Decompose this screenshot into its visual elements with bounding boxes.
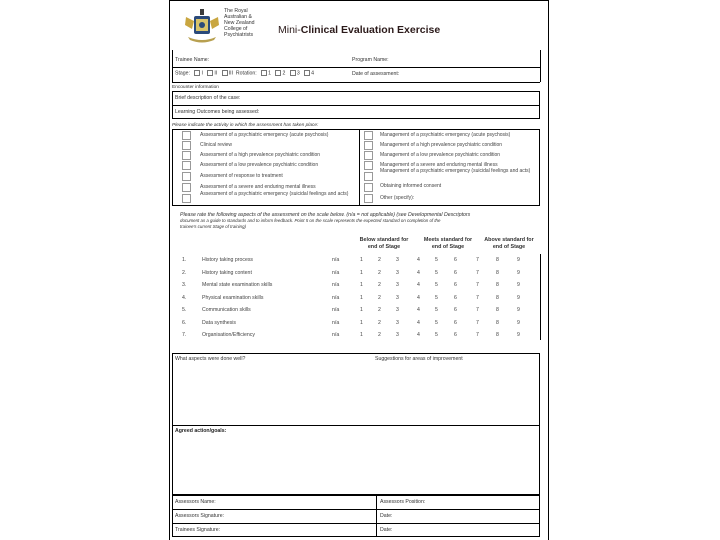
rating-instructions [180, 212, 545, 230]
rating-option[interactable]: 1 [360, 269, 363, 276]
band-header-line: Meets standard for [423, 237, 473, 243]
activity-checkbox[interactable] [364, 151, 373, 160]
rating-option[interactable]: 7 [476, 307, 479, 313]
item-label: Data synthesis [202, 319, 237, 326]
rating-option[interactable]: 3 [396, 257, 399, 263]
rotation-checkbox[interactable] [275, 70, 281, 76]
rating-option[interactable]: 2 [378, 319, 381, 326]
rating-option[interactable]: 4 [417, 282, 420, 288]
item-number: 2. [182, 269, 187, 276]
divider [172, 509, 540, 510]
rotation-checkbox[interactable] [261, 70, 267, 76]
rating-option[interactable]: 5 [435, 332, 438, 338]
program-name-field[interactable]: Program Name: [352, 57, 389, 63]
activity-label: Assessment of a low prevalence psychiatric condition [200, 162, 319, 168]
rating-option[interactable]: 8 [496, 307, 499, 313]
rotation-option: 4 [311, 70, 315, 77]
band-header-line: end of Stage [431, 243, 465, 250]
activity-checkbox[interactable] [182, 131, 191, 140]
rating-option[interactable]: 6 [454, 269, 457, 276]
divider [172, 105, 540, 106]
activity-label: Assessment of response to treatment [200, 173, 283, 179]
activity-label: Management of a low prevalence psychiatric condition [380, 152, 501, 158]
item-label: Communication skills [202, 307, 251, 313]
rating-option-na[interactable]: n/a [332, 319, 340, 326]
activity-checkbox[interactable] [182, 183, 191, 192]
activity-label: Management of a psychiatric emergency (suicidal feelings and acts) [380, 168, 531, 174]
rating-row [180, 282, 535, 292]
college-line: Australian & [224, 14, 252, 20]
activity-label: Management of a high prevalence psychiatric condition [380, 142, 503, 148]
signoff-box [172, 495, 540, 537]
rating-option[interactable]: 8 [496, 257, 499, 263]
rotation-checkbox[interactable] [304, 70, 310, 76]
encounter-heading: Encounter information [172, 85, 219, 90]
rating-option[interactable]: 9 [517, 294, 520, 301]
rotation-label: Rotation: [235, 70, 257, 77]
rating-row [180, 257, 535, 267]
rating-option[interactable]: 4 [417, 294, 420, 301]
activity-checkbox[interactable] [182, 151, 191, 160]
rating-option[interactable]: 8 [496, 294, 499, 301]
activity-label: Obtaining informed consent [380, 183, 442, 189]
rating-option[interactable]: 2 [378, 269, 381, 276]
rating-option[interactable]: 2 [378, 282, 381, 288]
activity-checkbox[interactable] [182, 172, 191, 181]
rating-option[interactable]: 9 [517, 282, 520, 288]
rating-row [180, 320, 535, 330]
rating-option-na[interactable]: n/a [332, 307, 340, 313]
band-header-line: Above standard for [484, 237, 534, 243]
stage-checkbox[interactable] [194, 70, 203, 77]
item-number: 1. [182, 257, 187, 263]
divider [376, 495, 377, 537]
rating-option[interactable]: 5 [435, 269, 438, 276]
college-crest-logo [182, 7, 222, 45]
college-line: College of [224, 26, 248, 32]
rating-option[interactable]: 1 [360, 294, 363, 301]
activity-label: Assessment of a severe and enduring mental illness [200, 184, 316, 190]
rotation-option: 3 [296, 70, 300, 77]
rating-option[interactable]: 8 [496, 319, 499, 326]
rating-option[interactable]: 6 [454, 282, 457, 288]
rating-option[interactable]: 5 [435, 282, 438, 288]
rating-option-na[interactable]: n/a [332, 282, 340, 288]
rating-option[interactable]: 6 [454, 319, 457, 326]
rating-option[interactable]: 7 [476, 269, 479, 276]
rating-option[interactable]: 8 [496, 269, 499, 276]
band-header-line: Below standard for [359, 237, 409, 243]
activity-label: Management of a severe and enduring mental illness [380, 162, 498, 168]
band-above-standard [476, 237, 542, 250]
activity-label: Management of a psychiatric emergency (acute psychosis) [380, 132, 511, 138]
assessor-date-field[interactable]: Date: [380, 513, 393, 519]
rating-option[interactable]: 9 [517, 319, 520, 326]
rating-option[interactable]: 5 [435, 257, 438, 263]
done-well-field[interactable]: What aspects were done well? [175, 356, 246, 362]
rotation-option: 2 [282, 70, 286, 77]
rating-option[interactable]: 6 [454, 294, 457, 301]
rating-option[interactable]: 6 [454, 307, 457, 313]
band-header-line: end of Stage [492, 243, 526, 250]
rating-option[interactable]: 9 [517, 307, 520, 313]
divider [359, 129, 360, 206]
title-prefix: Mini- [278, 24, 301, 36]
item-number: 4. [182, 294, 187, 301]
divider [172, 67, 540, 68]
rating-option[interactable]: 5 [435, 307, 438, 313]
divider [540, 50, 541, 82]
activity-label: Assessment of a psychiatric emergency (acute psychosis) [200, 132, 329, 138]
activity-checkbox[interactable] [182, 194, 191, 203]
rotation-checkbox[interactable] [290, 70, 296, 76]
rating-option[interactable]: 2 [378, 307, 381, 313]
rating-option[interactable]: 3 [396, 282, 399, 288]
rating-option[interactable]: 5 [435, 319, 438, 326]
rating-row [180, 332, 535, 342]
assessor-position-field[interactable]: Assessors Position: [380, 499, 426, 505]
activity-label: Assessment of a psychiatric emergency (suicidal feelings and acts) [200, 191, 349, 197]
activity-checkbox[interactable] [364, 172, 373, 181]
band-header-line: end of Stage [367, 243, 401, 250]
instructions-line: trainee's current Stage of training) [180, 224, 247, 229]
rating-row [180, 270, 535, 280]
item-label: Organisation/Efficiency [202, 332, 255, 338]
rating-option[interactable]: 7 [476, 282, 479, 288]
stage-label: Stage: [175, 70, 190, 77]
divider [540, 254, 541, 340]
rating-option[interactable]: 2 [378, 332, 381, 338]
rating-option[interactable]: 1 [360, 282, 363, 288]
rating-option-na[interactable]: n/a [332, 294, 340, 301]
rating-row [180, 307, 535, 317]
learning-outcomes-field[interactable]: Learning Outcomes being assessed: [175, 109, 260, 115]
rating-option[interactable]: 9 [517, 257, 520, 263]
brief-description-field[interactable]: Brief description of the case: [175, 95, 241, 101]
evaluation-form-page [169, 0, 549, 540]
rating-option[interactable]: 5 [435, 294, 438, 301]
rating-option-na[interactable]: n/a [332, 332, 340, 338]
rating-option[interactable]: 3 [396, 269, 399, 276]
rating-option[interactable]: 9 [517, 269, 520, 276]
assessor-name-field[interactable]: Assessors Name: [175, 499, 216, 505]
college-line: New Zealand [224, 20, 255, 26]
rating-option[interactable]: 3 [396, 294, 399, 301]
college-line: The Royal [224, 8, 248, 14]
item-label: History taking content [202, 269, 252, 276]
activity-checkbox[interactable] [182, 161, 191, 170]
activity-checkbox[interactable] [182, 141, 191, 150]
rating-option[interactable]: 1 [360, 257, 363, 263]
activity-checkbox[interactable] [364, 194, 373, 203]
stage-checkbox[interactable] [222, 70, 228, 76]
activity-checkbox[interactable] [364, 183, 373, 192]
item-number: 3. [182, 282, 187, 288]
rating-option[interactable]: 4 [417, 319, 420, 326]
activity-label: Clinical review [200, 142, 232, 148]
rating-option[interactable]: 2 [378, 257, 381, 263]
rating-option[interactable]: 9 [517, 332, 520, 338]
title-main: Clinical Evaluation Exercise [300, 24, 441, 36]
divider [172, 50, 173, 82]
rating-option[interactable]: 3 [396, 307, 399, 313]
rating-option[interactable]: 6 [454, 332, 457, 338]
rating-option-na[interactable]: n/a [332, 269, 340, 276]
divider [172, 425, 540, 426]
college-name [224, 8, 274, 38]
rating-option-na[interactable]: n/a [332, 257, 340, 263]
assessor-signature-field[interactable]: Assessors Signature: [175, 513, 225, 519]
rating-option[interactable]: 1 [360, 319, 363, 326]
rating-option[interactable]: 3 [396, 319, 399, 326]
activity-heading: Please indicate the activity in which the assessment has taken place: [172, 123, 319, 128]
rating-option[interactable]: 7 [476, 257, 479, 263]
stage-rotation-row [175, 70, 314, 76]
item-label: History taking process [202, 257, 254, 263]
stage-option: I [201, 70, 203, 77]
rating-option[interactable]: 6 [454, 257, 457, 263]
activity-label: Assessment of a high prevalence psychiatric condition [200, 152, 321, 158]
band-below-standard [350, 237, 418, 250]
item-number: 6. [182, 319, 187, 326]
instructions-line: document as a guide to standards and to inform feedback. Point 5 on the scale represents the expected standard on completion of the [180, 218, 441, 223]
instructions-line: Please rate the following aspects of the assessment on the scale below. (n/a = not applicable) (see Developmental Descriptors [180, 212, 471, 218]
feedback-box [172, 353, 540, 495]
item-number: 5. [182, 307, 187, 313]
trainee-name-field[interactable]: Trainee Name: [175, 57, 210, 63]
college-line: Psychiatrists [224, 32, 254, 38]
activity-checkbox[interactable] [364, 131, 373, 140]
rating-option[interactable]: 4 [417, 307, 420, 313]
rating-option[interactable]: 4 [417, 269, 420, 276]
rating-option[interactable]: 8 [496, 282, 499, 288]
item-label: Physical examination skills [202, 294, 264, 301]
divider [172, 523, 540, 524]
activity-checkbox[interactable] [364, 161, 373, 170]
activity-label: Other (specify): [380, 195, 415, 201]
agreed-actions-field[interactable]: Agreed action/goals: [175, 428, 227, 434]
rating-row [180, 295, 535, 305]
rating-option[interactable]: 7 [476, 332, 479, 338]
band-meets-standard [416, 237, 480, 250]
rating-option[interactable]: 1 [360, 332, 363, 338]
rating-option[interactable]: 3 [396, 332, 399, 338]
rating-option[interactable]: 8 [496, 332, 499, 338]
rating-option[interactable]: 2 [378, 294, 381, 301]
rating-option[interactable]: 4 [417, 257, 420, 263]
stage-option: III [228, 70, 234, 77]
trainee-signature-field[interactable]: Trainees Signature: [175, 527, 221, 533]
form-title [278, 24, 440, 36]
activity-checkbox[interactable] [364, 141, 373, 150]
rating-option[interactable]: 1 [360, 307, 363, 313]
rating-option[interactable]: 7 [476, 294, 479, 301]
rating-option[interactable]: 7 [476, 319, 479, 326]
item-label: Mental state examination skills [202, 282, 273, 288]
stage-option: II [214, 70, 218, 77]
rotation-option: 1 [268, 70, 272, 77]
divider [172, 82, 540, 83]
rating-option[interactable]: 4 [417, 332, 420, 338]
trainee-date-field[interactable]: Date: [380, 527, 393, 533]
stage-checkbox[interactable] [207, 70, 213, 76]
date-of-assessment-field[interactable]: Date of assessment: [352, 71, 400, 77]
improvement-field[interactable]: Suggestions for areas of improvement [375, 356, 463, 362]
item-number: 7. [182, 332, 187, 338]
